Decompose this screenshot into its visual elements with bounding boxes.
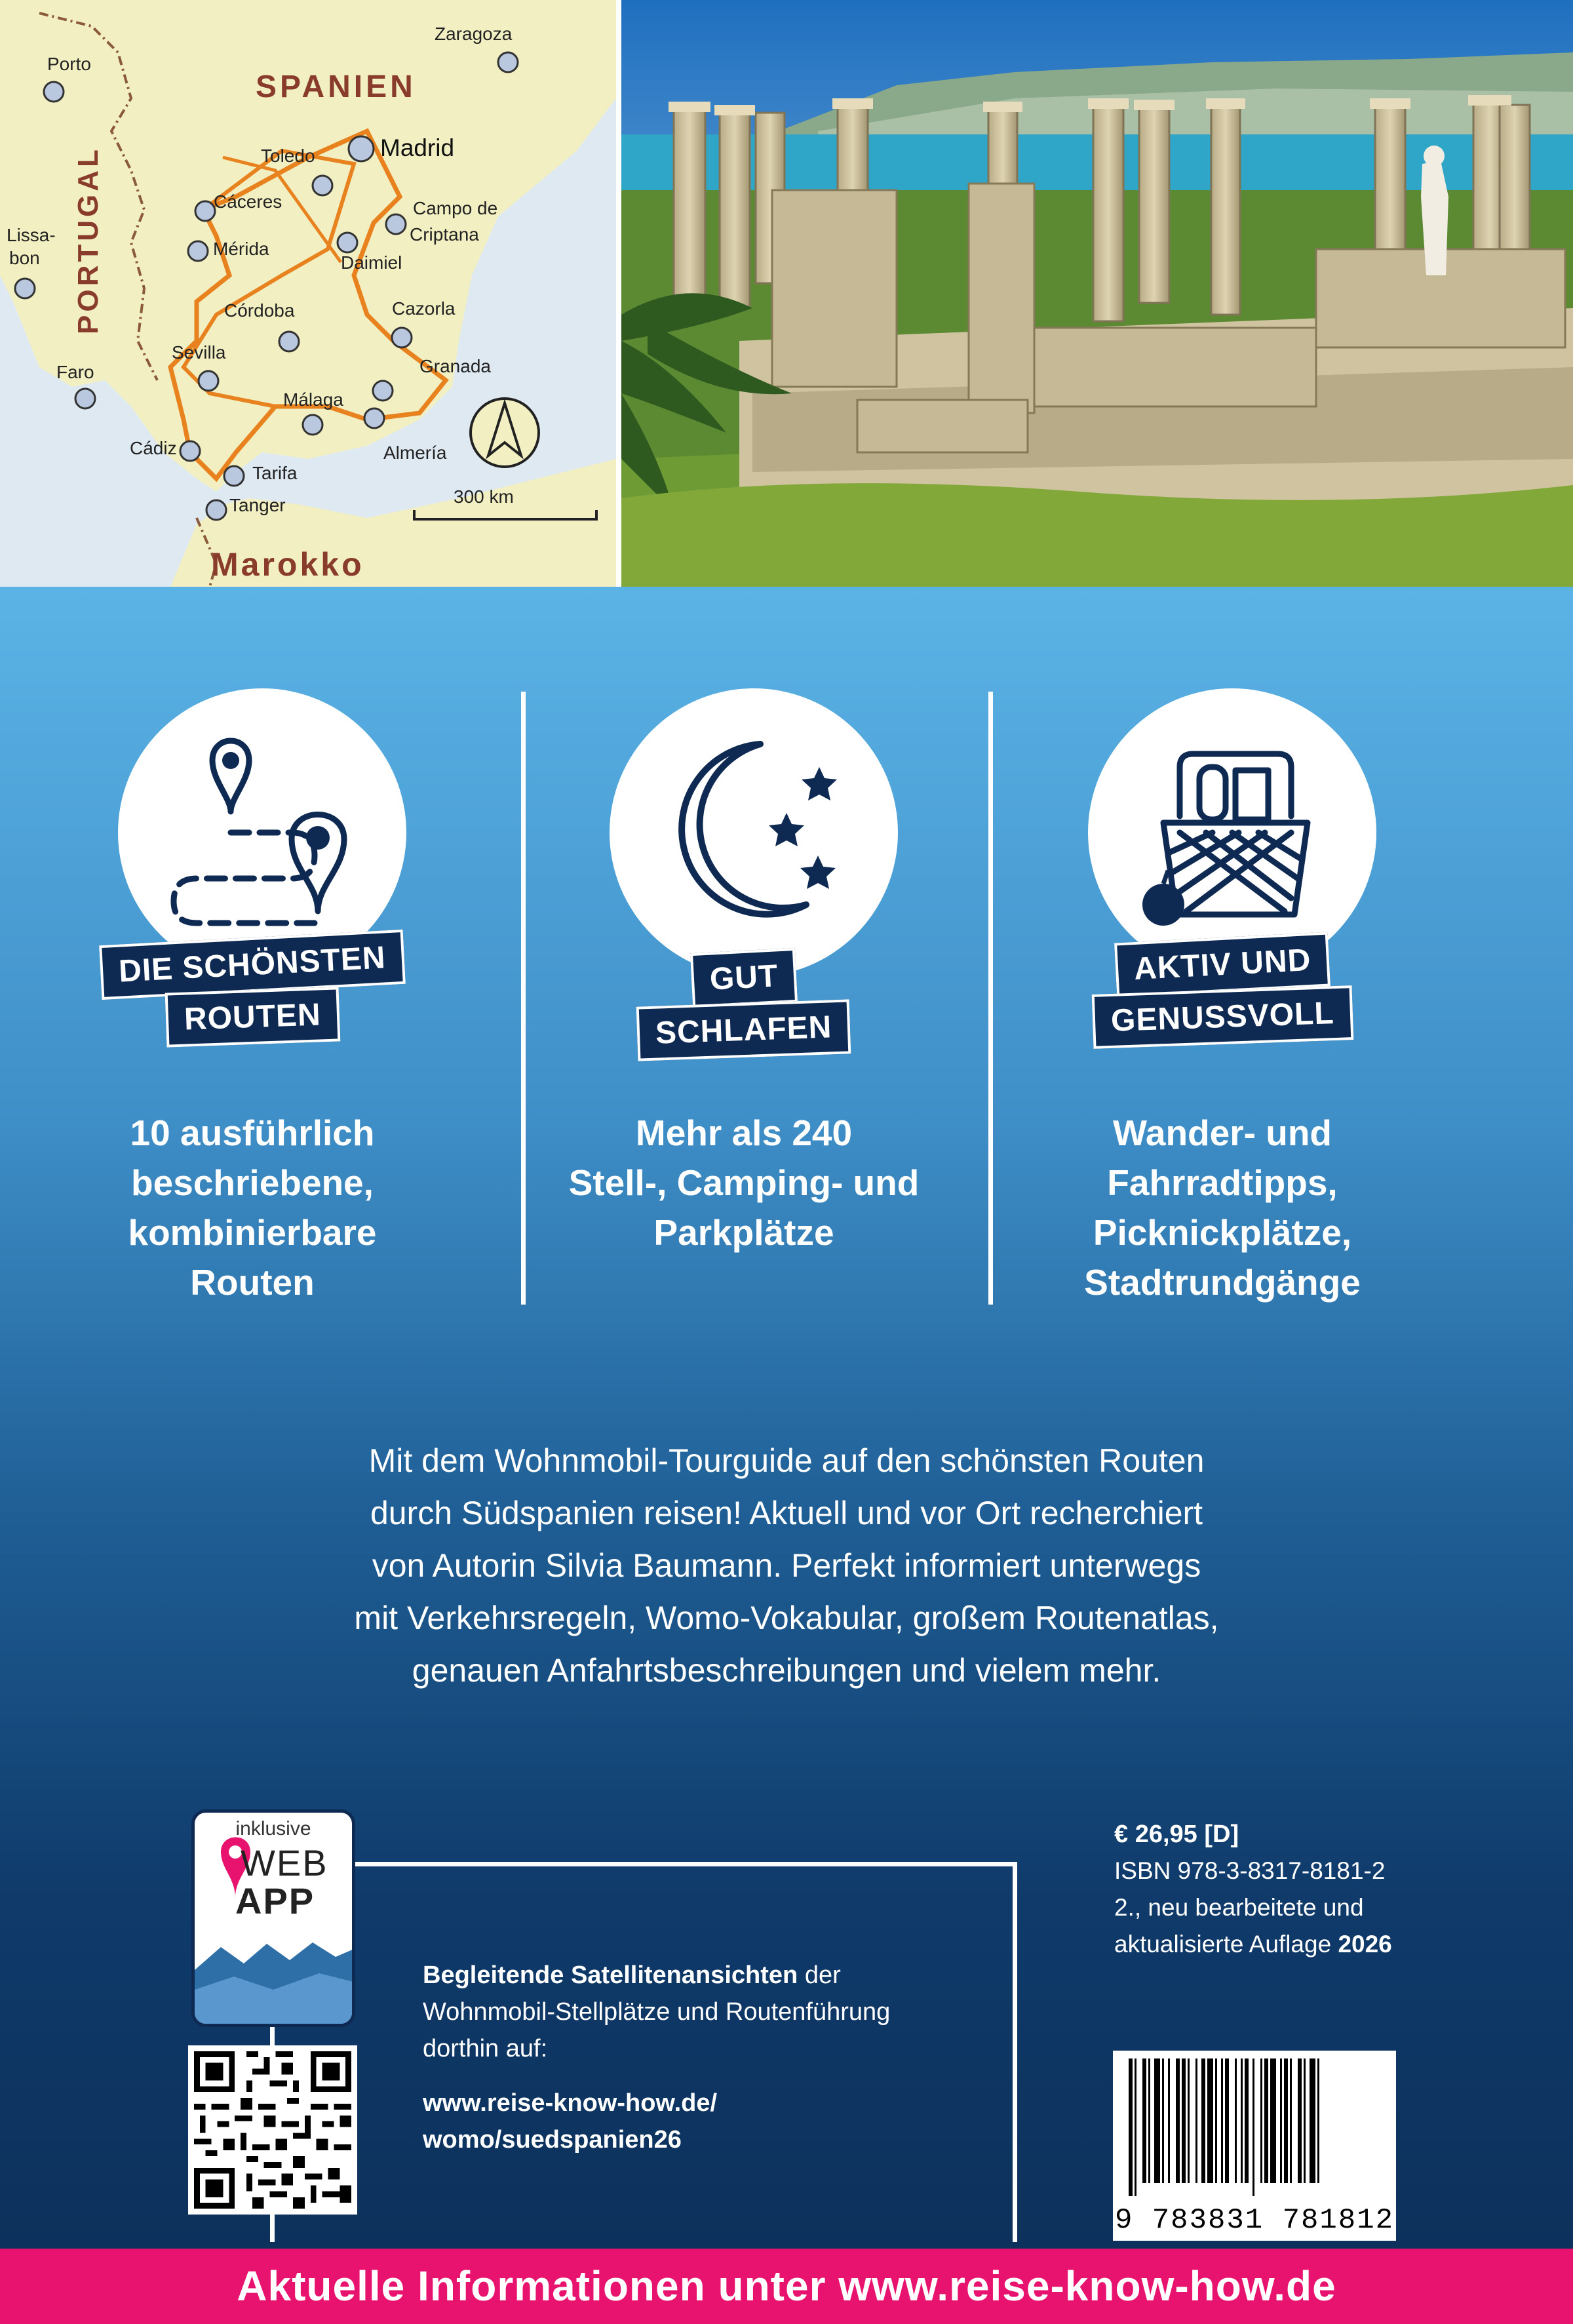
barcode-bar [1188,2058,1190,2183]
routes-text-line: 10 ausführlich [130,1113,375,1153]
barcode-bar [1221,2058,1223,2183]
routes-tag-line2: ROUTEN [165,987,340,1047]
barcode-bar [1290,2058,1292,2183]
webapp-frame-left [270,2027,275,2045]
barcode-bar [1264,2058,1268,2183]
price-block [1114,1816,1534,1963]
active-tag-line2: GENUSSVOLL [1091,985,1353,1049]
routes-tag-line1-wrap [16,937,488,992]
map-scale-label: 300 km [454,486,514,507]
barcode-bar [1253,2058,1254,2196]
feature-routes [16,688,488,1311]
barcode-number: 9 783831 781812 [1114,2204,1395,2237]
barcode-bar [1245,2058,1249,2183]
description-line: genauen Anfahrtsbeschreibungen und vielem mehr. [412,1652,1161,1689]
map-label-caceres: Cáceres [214,191,282,212]
barcode-bar [1280,2058,1282,2183]
info-banner[interactable]: Aktuelle Informationen unter www.reise-know-how.de [0,2249,1573,2324]
map-label-faro: Faro [56,362,94,382]
description-line: mit Verkehrsregeln, Womo-Vokabular, großem Routenatlas, [354,1600,1219,1636]
barcode-bar [1270,2058,1276,2183]
barcode-bar [1148,2058,1150,2183]
barcode-bar [1207,2058,1213,2183]
map-label-tanger: Tanger [229,495,286,515]
barcode-bar [1304,2058,1306,2183]
webapp-badge-app: APP [235,1880,315,1921]
sleep-text-line: Parkplätze [653,1212,834,1253]
webapp-url-line2: womo/suedspanien26 [423,2126,682,2154]
map-label-zaragoza: Zaragoza [435,24,513,44]
moon-stars-icon [610,688,898,977]
map-label-almeria: Almería [383,443,447,463]
satellite-info-rest: der [798,1961,841,1989]
routes-text-line: Routen [190,1262,315,1303]
barcode-bar [1182,2058,1186,2183]
sleep-tag-line2: SCHLAFEN [636,999,851,1061]
routes-text-line: kombinierbare [128,1212,377,1253]
satellite-info-bold: Begleitende Satellitenansichten [423,1961,798,1989]
active-tag-line1: AKTIV UND [1114,932,1330,998]
edition-year: 2026 [1338,1931,1392,1958]
map-label-cazorla: Cazorla [392,298,456,319]
routes-tag-line1: DIE SCHÖNSTEN [99,930,405,1000]
map-label-merida: Mérida [213,239,269,259]
webapp-url[interactable] [423,2085,1013,2158]
routes-tag-line2-wrap [16,990,488,1044]
barcode-bar [1154,2058,1160,2183]
roman-ruins-photo [621,0,1573,587]
map-label-criptana: Criptana [410,224,479,245]
qr-code[interactable] [188,2045,357,2215]
active-circle [1088,688,1376,977]
map-label-lissabon-1: Lissa- [7,225,56,245]
barcode-bar [1298,2058,1302,2183]
feature-active [986,688,1458,1311]
map-label-cordoba: Córdoba [224,300,295,321]
barcode-bar [1235,2058,1237,2183]
webapp-badge[interactable] [191,1809,355,2027]
satellite-info-line2: Wohnmobil-Stellplätze und Routenführung [423,1998,891,2026]
webapp-badge-web: WEB [241,1842,328,1883]
map-label-morocco: Marokko [211,546,364,583]
book-description [131,1434,1442,1697]
edition-line1: 2., neu bearbeitete und [1114,1894,1364,1921]
route-map [0,0,616,587]
barcode-bar [1241,2058,1243,2183]
barcode-bar [1142,2058,1146,2183]
webapp-frame-left-bottom [270,2215,275,2242]
image-divider [616,0,621,587]
active-text-line: Stadtrundgänge [1084,1262,1361,1303]
edition-line2 [1114,1926,1534,1963]
map-label-porto: Porto [47,54,91,74]
barcode-bar [1225,2058,1229,2183]
feature-sleep [508,688,980,1311]
isbn-barcode [1113,2051,1396,2241]
map-label-campo: Campo de [413,198,498,218]
barcode-bar [1135,2058,1136,2196]
active-tag-line1-wrap [986,937,1458,992]
active-tag-line2-wrap [986,990,1458,1044]
barcode-bars [1113,2051,1396,2201]
barcode-bar [1317,2058,1319,2183]
active-text-line: Picknickplätze, [1093,1212,1352,1253]
sleep-description [534,1108,954,1257]
barcode-bar [1195,2058,1197,2183]
satellite-info-line1 [423,1957,1013,1994]
description-line: Mit dem Wohnmobil-Tourguide auf den schönsten Routen [368,1442,1205,1479]
active-text-line: Wander- und [1112,1113,1332,1153]
barcode-bar [1201,2058,1205,2183]
picnic-basket-icon [1088,688,1376,977]
map-label-lissabon-2: bon [9,248,40,268]
map-label-malaga: Málaga [283,389,343,410]
edition-text: aktualisierte Auflage [1114,1931,1338,1958]
sleep-tag-line1: GUT [690,948,798,1008]
map-label-toledo: Toledo [261,146,315,166]
sleep-tag-line2-wrap [508,1003,980,1057]
satellite-info-line3: dorthin auf: [423,2035,548,2062]
isbn: ISBN 978-3-8317-8181-2 [1114,1857,1386,1884]
map-label-madrid: Madrid [380,134,455,161]
map-label-sevilla: Sevilla [172,342,226,363]
satellite-info [423,1957,1013,2067]
qr-code-graphic [188,2045,357,2215]
routes-text-line: beschriebene, [131,1162,374,1203]
barcode-bar [1162,2058,1164,2183]
map-label-granada: Granada [419,356,491,376]
sleep-circle [610,688,898,977]
sleep-text-line: Mehr als 240 [635,1113,853,1153]
webapp-url-line1: www.reise-know-how.de/ [423,2089,718,2117]
barcode-bar [1176,2058,1180,2183]
map-label-portugal: PORTUGAL [72,146,104,334]
price: € 26,95 [D] [1114,1821,1239,1848]
barcode-bar [1260,2058,1262,2183]
webapp-badge-small: inklusive [235,1818,311,1840]
sleep-tag-line1-wrap [508,951,980,1005]
barcode-bar [1310,2058,1315,2183]
map-label-spain: SPANIEN [256,69,416,104]
description-line: von Autorin Silvia Baumann. Perfekt informiert unterwegs [372,1547,1201,1584]
description-line: durch Südspanien reisen! Aktuell und vor Ort recherchiert [370,1495,1203,1531]
barcode-bar [1215,2058,1217,2183]
sleep-text-line: Stell-, Camping- und [568,1162,920,1203]
barcode-bar [1284,2058,1288,2183]
barcode-bar [1129,2058,1133,2196]
routes-description [43,1108,462,1307]
ruins-photo-graphic [621,0,1573,587]
map-label-tarifa: Tarifa [252,463,298,483]
map-label-daimiel: Daimiel [341,252,402,273]
barcode-bar [1168,2058,1170,2183]
active-text-line: Fahrradtipps, [1107,1162,1338,1203]
active-description [1013,1108,1432,1307]
map-label-cadiz: Cádiz [130,438,177,458]
